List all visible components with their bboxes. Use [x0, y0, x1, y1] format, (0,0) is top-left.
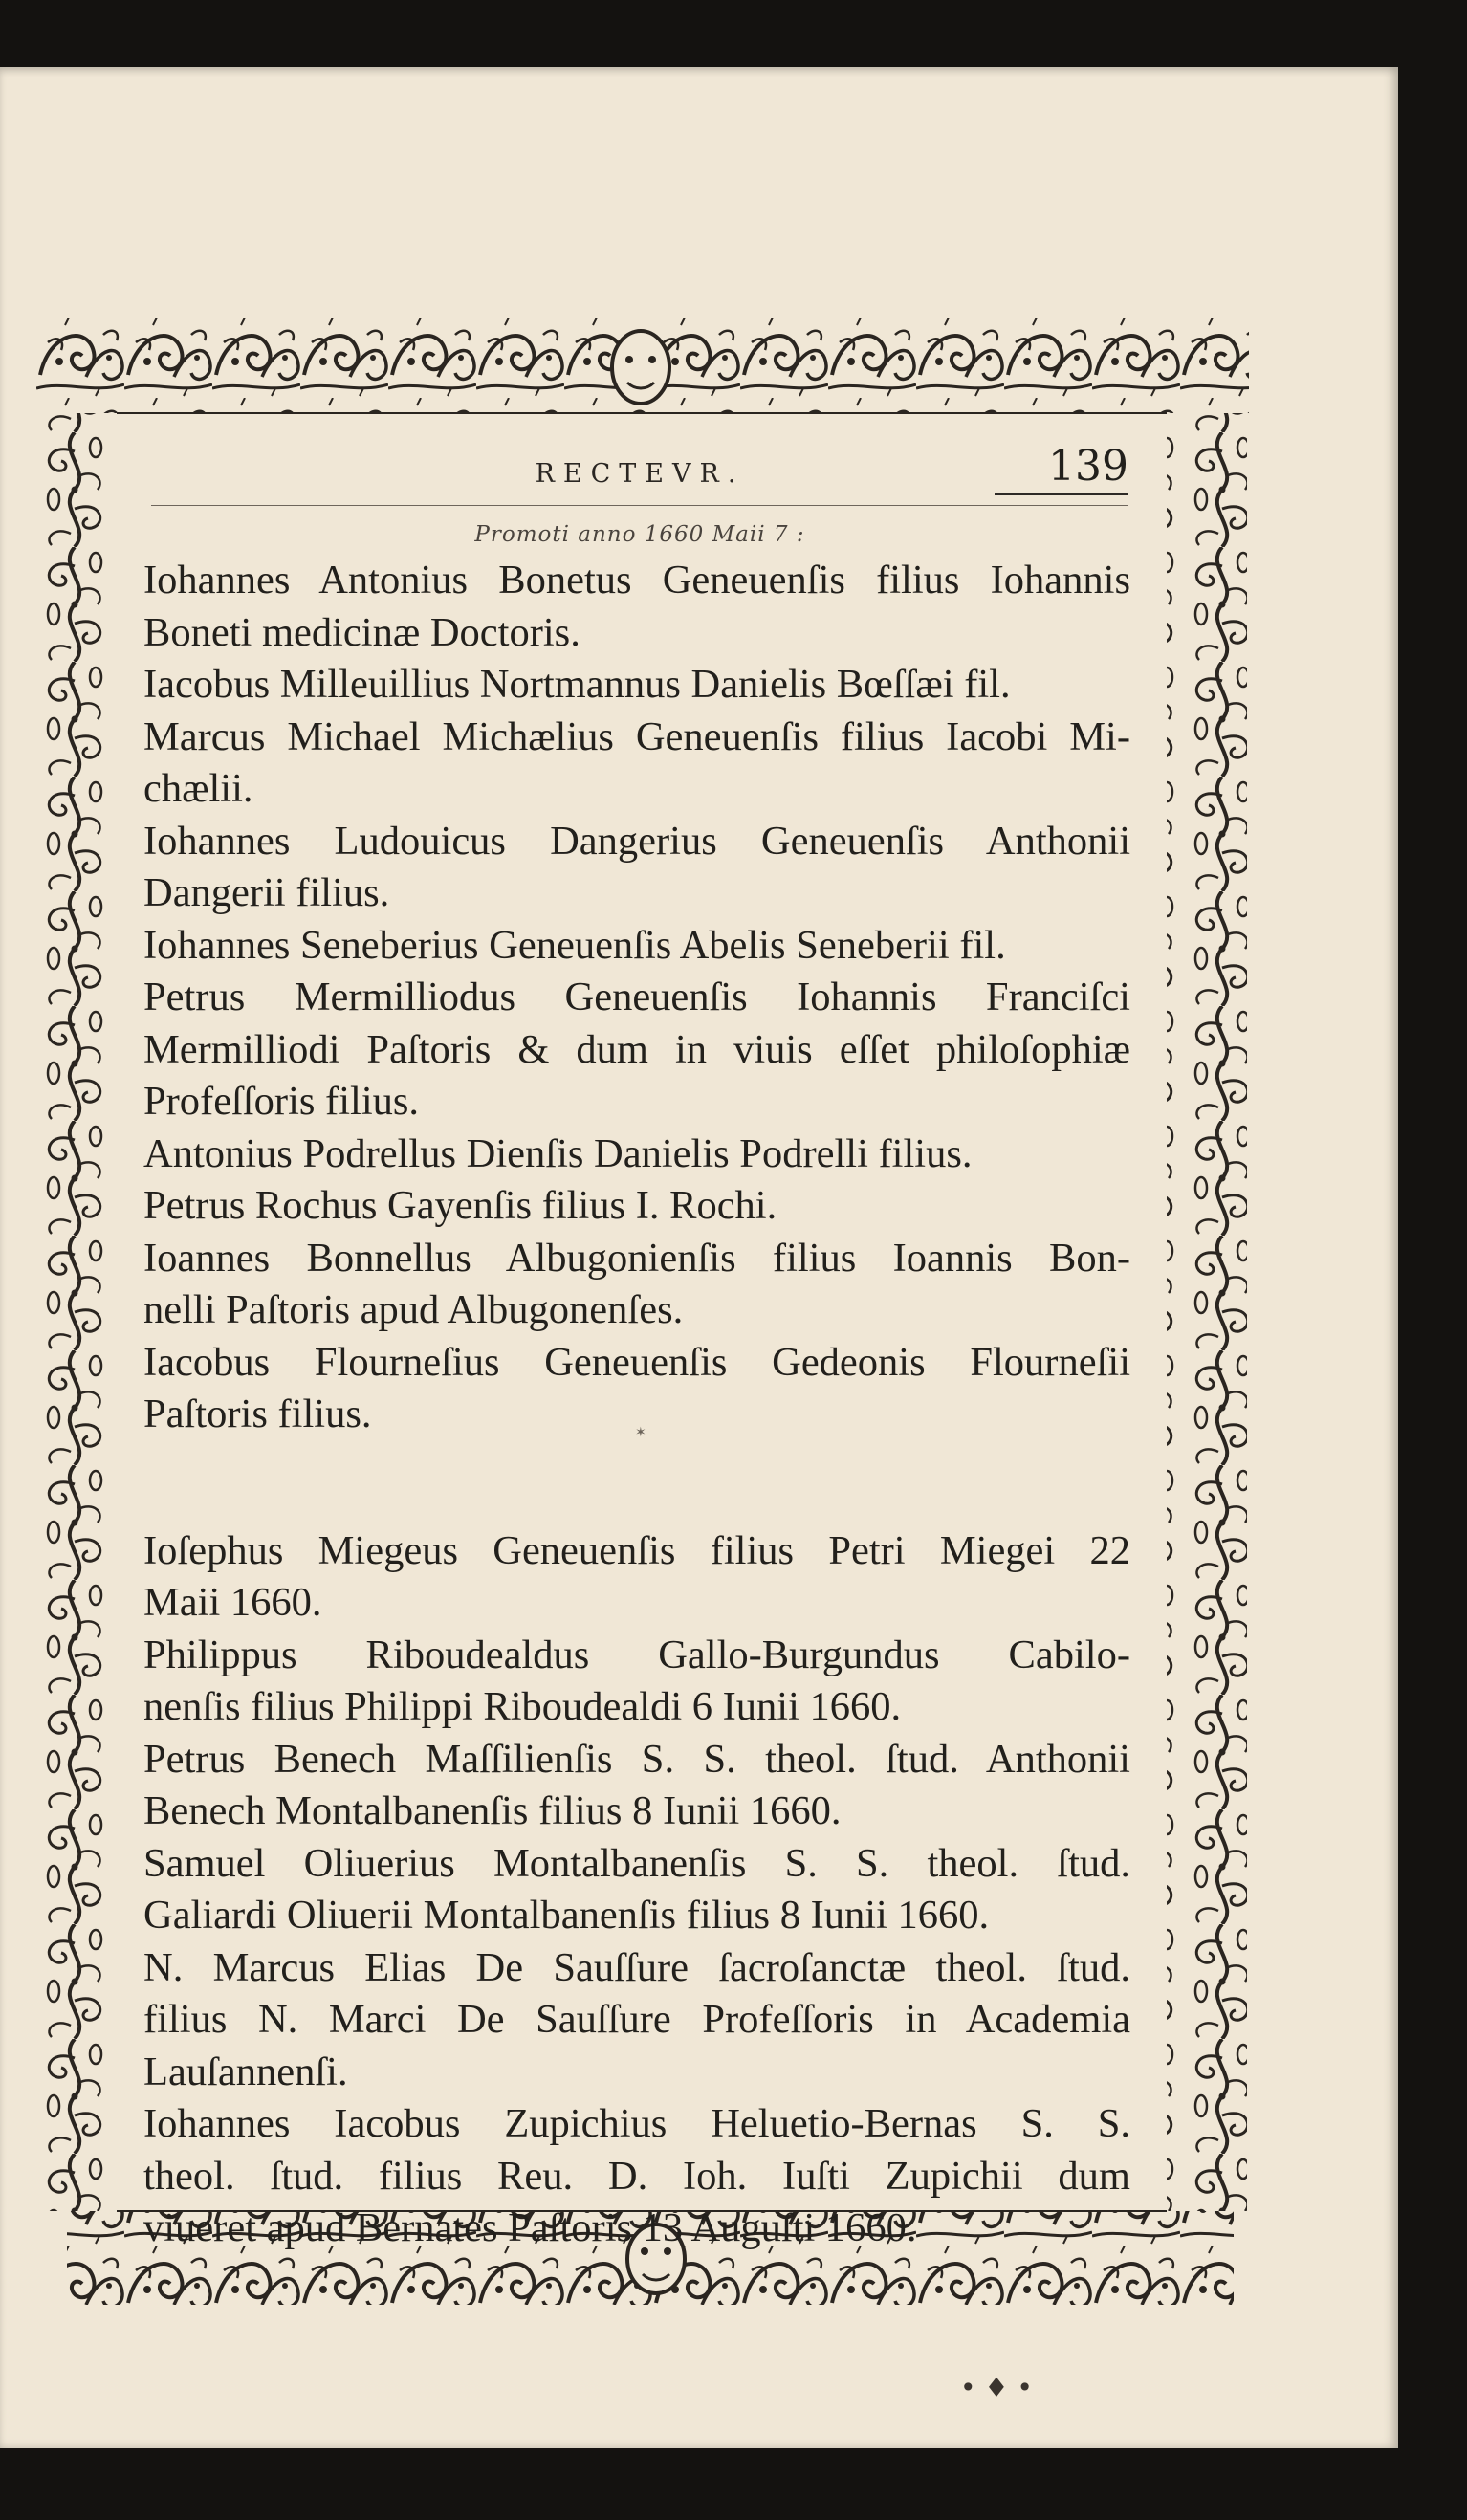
list-item: [143, 659, 1130, 712]
entry-line: theol. ſtud. filius Reu. D. Ioh. Iuſti Zupichii dum: [143, 2153, 1130, 2199]
entry-line: Petrus Rochus Gayenſis filius I. Rochi.: [143, 1183, 777, 1228]
list-item: [143, 1734, 1130, 1838]
list-item: [143, 1525, 1130, 1630]
ink-speck: ✶: [635, 1425, 646, 1440]
entry-line: N. Marcus Elias De Sauſſure ſacroſanctæ theol. ſtud.: [143, 1944, 1130, 1990]
entry-line: chælii.: [143, 766, 253, 811]
entry-line: Paſtoris filius.: [143, 1391, 372, 1436]
list-item: [143, 972, 1130, 1129]
entry-line: nenſis filius Philippi Riboudealdi 6 Iunii 1660.: [143, 1684, 902, 1729]
entry-line: Maii 1660.: [143, 1580, 322, 1625]
list-item: [143, 1838, 1130, 1942]
entry-line: Philippus Riboudealdus Gallo-Burgundus Cabilo-: [143, 1632, 1130, 1677]
entry-line: Antonius Podrellus Dienſis Danielis Podrelli filius.: [143, 1130, 973, 1176]
entry-line: Samuel Oliuerius Montalbanenſis S. S. theol. ſtud.: [143, 1840, 1130, 1886]
entry-line: Dangerii filius.: [143, 870, 390, 915]
section-gap: [143, 1441, 1130, 1525]
entry-line: Galiardi Oliuerii Montalbanenſis filius 8 Iunii 1660.: [143, 1893, 990, 1938]
page-header: [151, 438, 1128, 505]
entry-line: Iacobus Milleuillius Nortmannus Danielis Bœſſæi fil.: [143, 662, 1011, 707]
entry-line: Boneti medicinæ Doctoris.: [143, 609, 580, 655]
list-item: [143, 712, 1130, 816]
entry-line: filius N. Marci De Sauſſure Profeſſoris in Academia: [143, 1997, 1130, 2042]
page-number-rule: [995, 493, 1128, 495]
entry-line: Iohannes Ludouicus Dangerius Geneuenſis Anthonii: [143, 818, 1130, 864]
list-item: [143, 2098, 1130, 2255]
entry-line: Ioannes Bonnellus Albugonienſis filius Ioannis Bon-: [143, 1235, 1130, 1281]
list-item: [143, 1129, 1130, 1181]
entry-line: Profeſſoris filius.: [143, 1079, 420, 1124]
header-rule: [151, 505, 1128, 506]
list-item: [143, 816, 1130, 920]
entry-line: nelli Paſtoris apud Albugonenſes.: [143, 1287, 684, 1332]
entry-line: Iacobus Flourneſius Geneuenſis Gedeonis Flourneſii: [143, 1339, 1130, 1385]
top-mask-ornament: [612, 331, 669, 404]
promotion-subhead: Promoti anno 1660 Maii 7 :: [474, 522, 805, 547]
list-item: [143, 1180, 1130, 1233]
list-item: [143, 1233, 1130, 1337]
entry-line: Iohannes Seneberius Geneuenſis Abelis Seneberii fil.: [143, 922, 1006, 968]
list-item: [143, 920, 1130, 973]
book-page: [0, 67, 1398, 2448]
list-item: [143, 1942, 1130, 2099]
entry-line: Mermilliodi Paſtoris & dum in viuis eſſet philoſophiæ: [143, 1026, 1130, 1072]
list-item: [143, 1630, 1130, 1734]
entry-line: Iohannes Iacobus Zupichius Heluetio-Bernas S. S.: [143, 2101, 1130, 2146]
entry-line: Petrus Benech Maſſilienſis S. S. theol. ſtud. Anthonii: [143, 1736, 1130, 1782]
page-number: 139: [1048, 442, 1128, 491]
entry-line: Iohannes Antonius Bonetus Geneuenſis filius Iohannis: [143, 558, 1130, 603]
graduate-list: [143, 555, 1130, 2255]
entry-line: viueret apud Bernates Paſtoris 13 Auguſti 1660.: [143, 2205, 917, 2250]
entry-line: Petrus Mermilliodus Geneuenſis Iohannis Franciſci: [143, 975, 1130, 1019]
running-head: RECTEVR.: [535, 459, 745, 489]
entry-line: Benech Montalbanenſis filius 8 Iunii 1660.: [143, 1788, 842, 1833]
entry-line: Marcus Michael Michælius Geneuenſis filius Iacobi Mi-: [143, 713, 1130, 759]
ink-speck: • ♦ •: [960, 2372, 1033, 2403]
list-item: [143, 555, 1130, 659]
entry-line: Ioſephus Miegeus Geneuenſis filius Petri Miegei 22: [143, 1527, 1130, 1573]
entry-line: Lauſannenſi.: [143, 2049, 348, 2094]
